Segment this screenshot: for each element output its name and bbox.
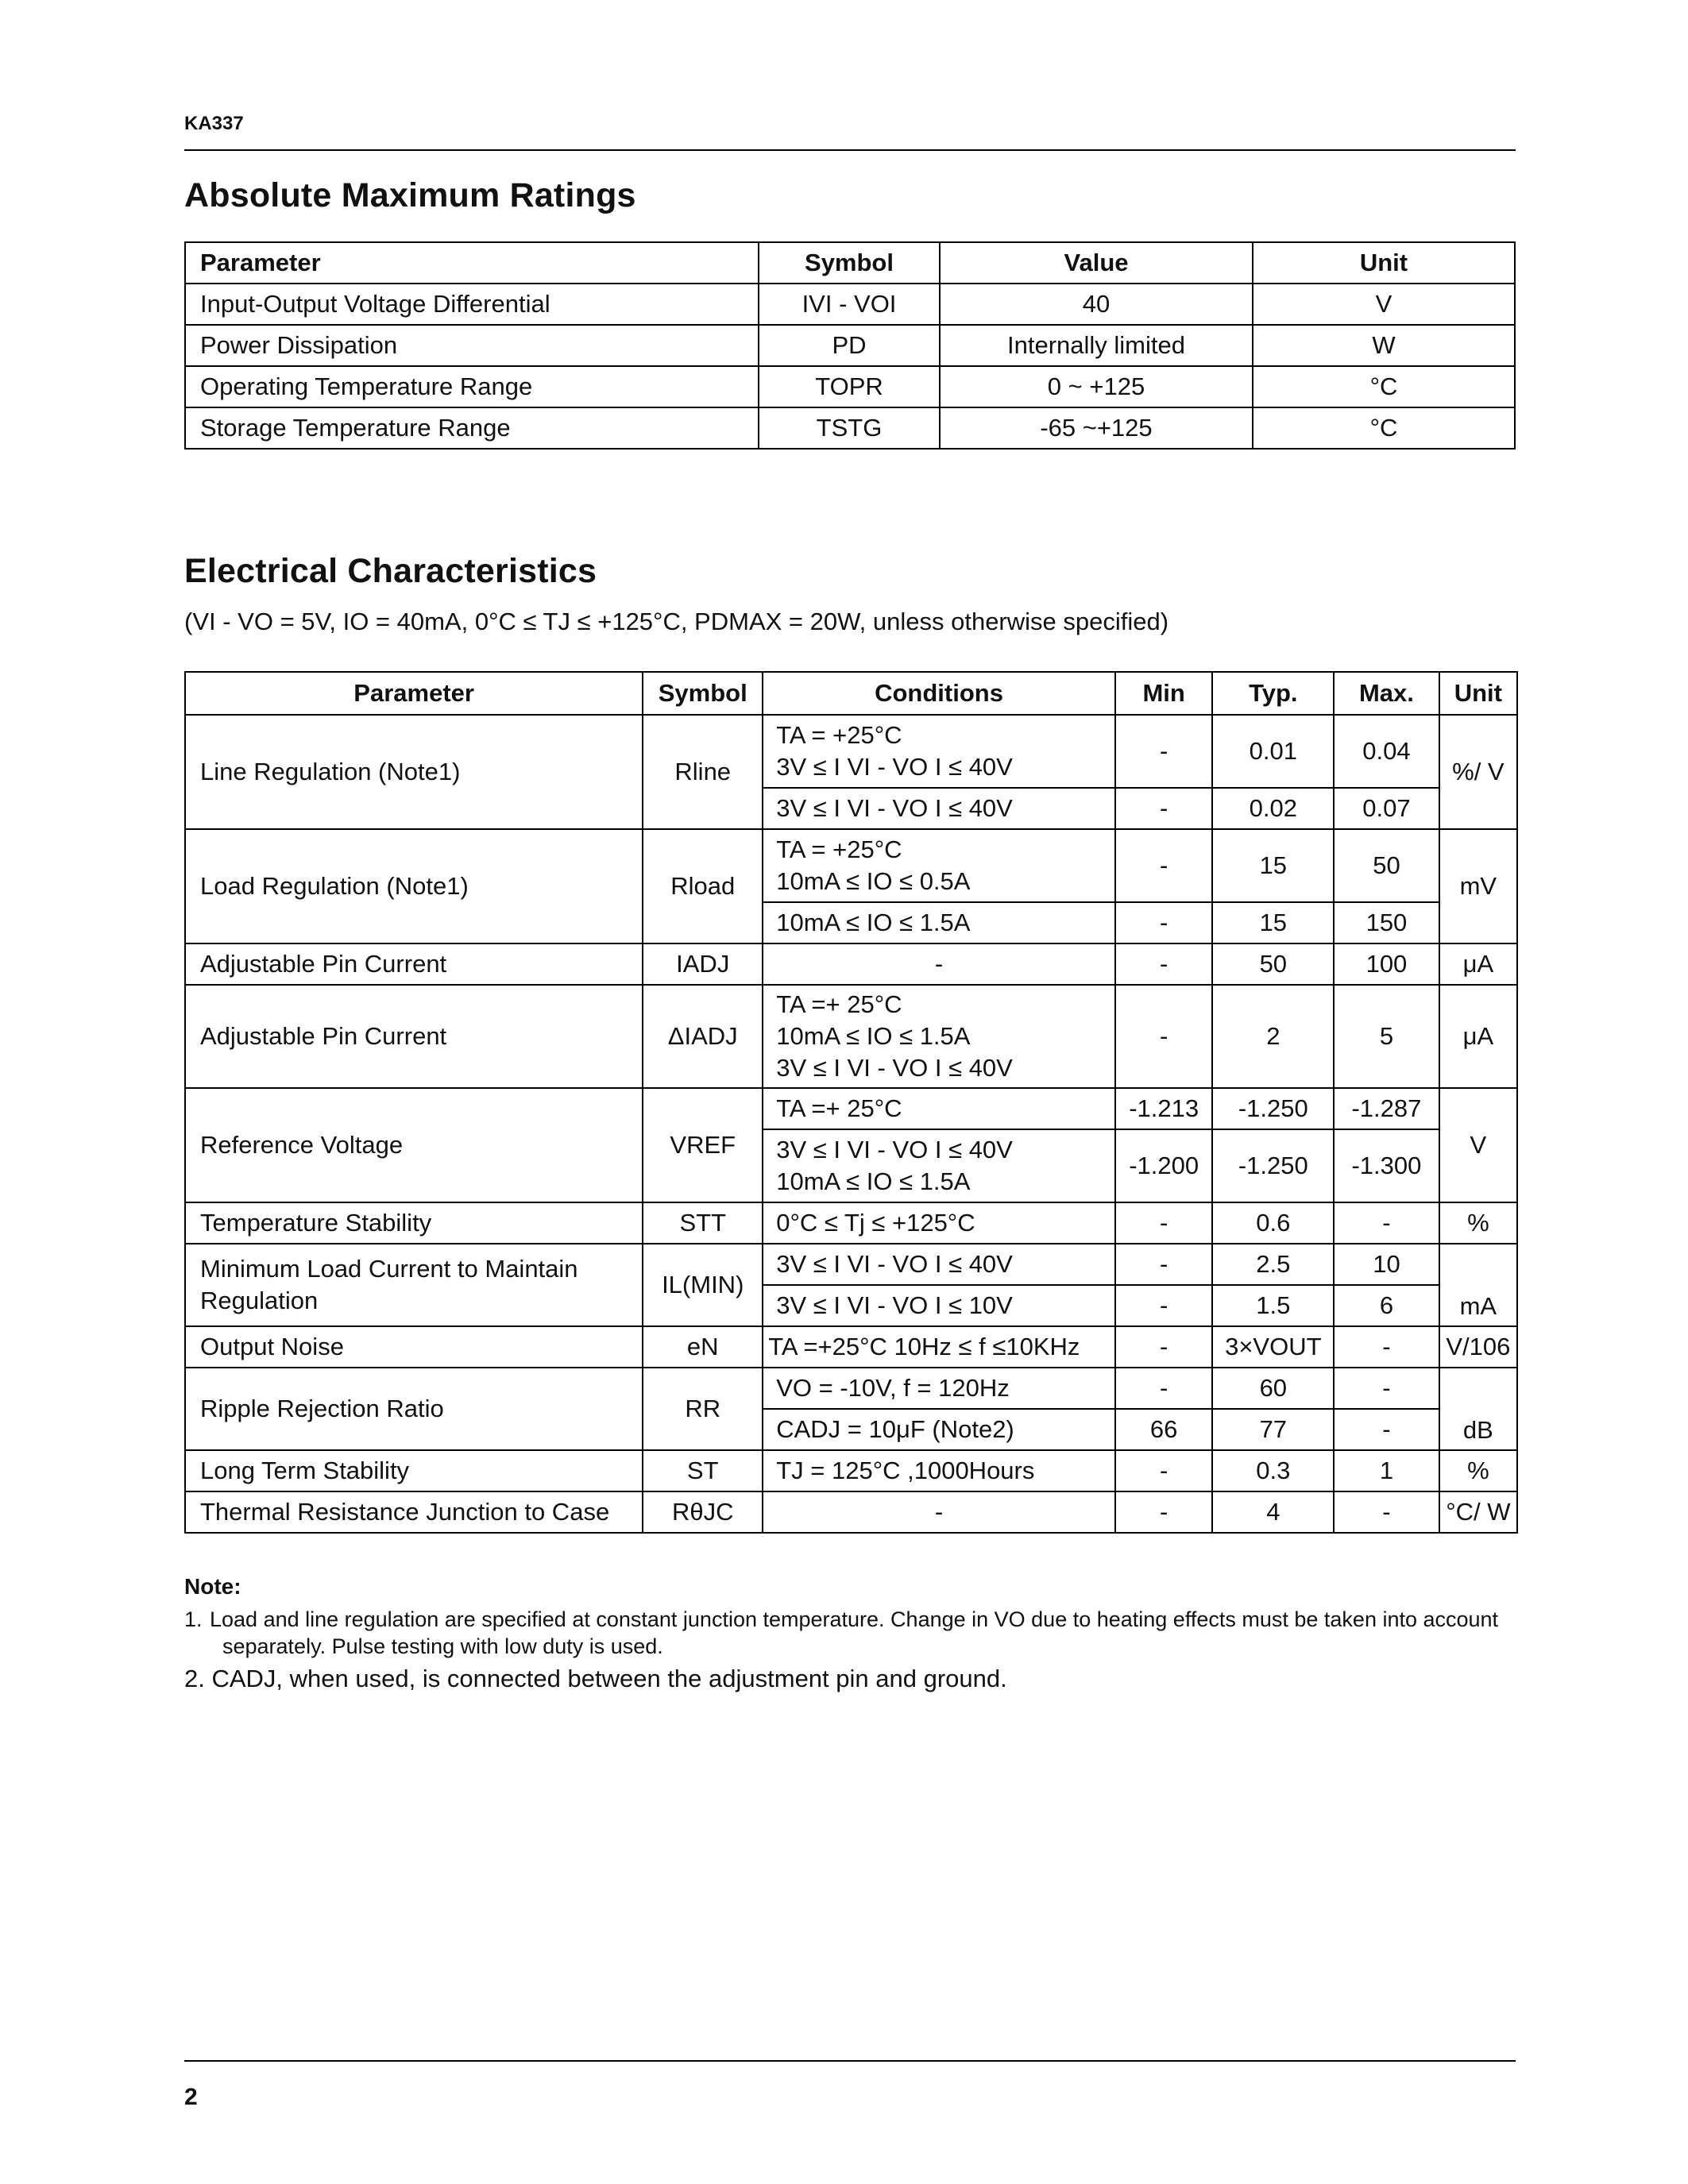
value-cell: 0 ~ +125 [940,366,1253,407]
symbol-cell: Rline [643,715,763,829]
condition-line: 10mA ≤ IO ≤ 0.5A [776,867,971,895]
unit-cell: °C [1253,366,1515,407]
table-header-row [185,242,1515,284]
electrical-char-title: Electrical Characteristics [184,552,597,590]
condition-cell [763,829,1115,902]
table-row [185,1244,1517,1285]
table-row [185,829,1517,902]
param-cell: Line Regulation (Note1) [185,715,643,829]
note-2 [184,1665,1519,1693]
unit-cell: mV [1439,829,1517,943]
abs-max-table [184,241,1516,450]
param-cell: Adjustable Pin Current [185,943,643,985]
condition-line: 10mA ≤ IO ≤ 1.5A [776,1167,971,1195]
param-cell: Adjustable Pin Current [185,985,643,1088]
typ-cell: 77 [1212,1409,1334,1450]
symbol-cell: VREF [643,1088,763,1202]
min-cell: - [1115,943,1213,985]
table-row [185,1491,1517,1533]
symbol-cell: TSTG [759,407,940,449]
max-cell: - [1334,1491,1439,1533]
table-row [185,1368,1517,1409]
note-number: 1. [184,1607,203,1631]
unit-cell: °C/ W [1439,1491,1517,1533]
min-cell: - [1115,788,1213,829]
symbol-cell: TOPR [759,366,940,407]
col-header: Unit [1439,672,1517,715]
footer-rule [184,2060,1516,2062]
note-text: CADJ, when used, is connected between the adjustment pin and ground. [211,1665,1007,1692]
col-header: Conditions [763,672,1115,715]
typ-cell: 2.5 [1212,1244,1334,1285]
min-cell: -1.200 [1115,1129,1213,1202]
param-cell: Storage Temperature Range [185,407,759,449]
table-row [185,715,1517,788]
param-line: Regulation [200,1287,319,1314]
min-cell: -1.213 [1115,1088,1213,1129]
typ-cell: 0.01 [1212,715,1334,788]
min-cell: - [1115,715,1213,788]
condition-cell: - [763,1491,1115,1533]
unit-cell: V/106 [1439,1326,1517,1368]
table-row [185,325,1515,366]
table-row [185,943,1517,985]
electrical-char-table [184,671,1518,1534]
typ-cell: 0.02 [1212,788,1334,829]
table-row [185,366,1515,407]
table-row [185,1326,1517,1368]
condition-line: 3V ≤ I VI - VO I ≤ 40V [776,1136,1013,1163]
min-cell: - [1115,902,1213,943]
typ-cell: 4 [1212,1491,1334,1533]
condition-line: TA =+ 25°C [776,990,902,1018]
unit-cell: V [1253,284,1515,325]
param-cell: Thermal Resistance Junction to Case [185,1491,643,1533]
typ-cell: 50 [1212,943,1334,985]
param-cell: Ripple Rejection Ratio [185,1368,643,1450]
table-row [185,1450,1517,1491]
header-rule [184,149,1516,151]
condition-cell: CADJ = 10μF (Note2) [763,1409,1115,1450]
param-cell [185,1244,643,1326]
unit-cell: μA [1439,943,1517,985]
max-cell: 100 [1334,943,1439,985]
value-cell: 40 [940,284,1253,325]
unit-cell: W [1253,325,1515,366]
electrical-test-conditions: (VI - VO = 5V, IO = 40mA, 0°C ≤ TJ ≤ +125°C, PDMAX = 20W, unless otherwise specified) [184,608,1169,635]
condition-cell: TJ = 125°C ,1000Hours [763,1450,1115,1491]
max-cell: 0.07 [1334,788,1439,829]
condition-line: TA = +25°C [776,835,902,863]
param-cell: Load Regulation (Note1) [185,829,643,943]
condition-cell: 3V ≤ I VI - VO I ≤ 40V [763,788,1115,829]
abs-max-title: Absolute Maximum Ratings [184,176,636,214]
symbol-cell: PD [759,325,940,366]
value-cell: Internally limited [940,325,1253,366]
condition-line: 10mA ≤ IO ≤ 1.5A [776,1022,971,1050]
symbol-cell: ST [643,1450,763,1491]
typ-cell: 3×VOUT [1212,1326,1334,1368]
param-cell: Output Noise [185,1326,643,1368]
table-row [185,284,1515,325]
symbol-cell: STT [643,1202,763,1244]
unit-cell: % [1439,1202,1517,1244]
max-cell: 5 [1334,985,1439,1088]
min-cell: - [1115,1368,1213,1409]
condition-cell [763,985,1115,1088]
value-cell: -65 ~+125 [940,407,1253,449]
param-cell: Operating Temperature Range [185,366,759,407]
min-cell: - [1115,1450,1213,1491]
table-row [185,407,1515,449]
table-row [185,985,1517,1088]
condition-cell: 3V ≤ I VI - VO I ≤ 40V [763,1244,1115,1285]
condition-cell: VO = -10V, f = 120Hz [763,1368,1115,1409]
typ-cell: 15 [1212,829,1334,902]
typ-cell: 0.3 [1212,1450,1334,1491]
max-cell: -1.300 [1334,1129,1439,1202]
unit-cell: °C [1253,407,1515,449]
symbol-cell: IVI - VOI [759,284,940,325]
unit-cell: dB [1439,1368,1517,1450]
condition-cell: TA =+25°C 10Hz ≤ f ≤10KHz [763,1326,1115,1368]
col-header: Symbol [759,242,940,284]
symbol-cell: IL(MIN) [643,1244,763,1326]
typ-cell: 1.5 [1212,1285,1334,1326]
min-cell: - [1115,1202,1213,1244]
unit-cell: μA [1439,985,1517,1088]
col-header: Parameter [185,672,643,715]
condition-cell: 0°C ≤ Tj ≤ +125°C [763,1202,1115,1244]
unit-cell: V [1439,1088,1517,1202]
min-cell: - [1115,985,1213,1088]
max-cell: - [1334,1368,1439,1409]
max-cell: 150 [1334,902,1439,943]
condition-cell: - [763,943,1115,985]
param-cell: Power Dissipation [185,325,759,366]
max-cell: 50 [1334,829,1439,902]
note-1 [184,1606,1519,1660]
condition-line: 3V ≤ I VI - VO I ≤ 40V [776,753,1013,781]
condition-line: 3V ≤ I VI - VO I ≤ 40V [776,1054,1013,1082]
table-row [185,1202,1517,1244]
table-row [185,1088,1517,1129]
max-cell: 6 [1334,1285,1439,1326]
typ-cell: -1.250 [1212,1129,1334,1202]
max-cell: - [1334,1326,1439,1368]
condition-line: TA = +25°C [776,721,902,749]
typ-cell: 60 [1212,1368,1334,1409]
col-header: Unit [1253,242,1515,284]
symbol-cell: RθJC [643,1491,763,1533]
table-header-row [185,672,1517,715]
param-cell: Temperature Stability [185,1202,643,1244]
col-header: Min [1115,672,1213,715]
part-number-header: KA337 [184,113,244,134]
typ-cell: 15 [1212,902,1334,943]
condition-cell: TA =+ 25°C [763,1088,1115,1129]
page-number: 2 [184,2084,198,2110]
min-cell: 66 [1115,1409,1213,1450]
col-header: Symbol [643,672,763,715]
symbol-cell: eN [643,1326,763,1368]
symbol-cell: IADJ [643,943,763,985]
col-header: Max. [1334,672,1439,715]
unit-cell: mA [1439,1244,1517,1326]
max-cell: 0.04 [1334,715,1439,788]
symbol-cell: RR [643,1368,763,1450]
unit-cell: % [1439,1450,1517,1491]
max-cell: 10 [1334,1244,1439,1285]
note-text: Load and line regulation are specified at constant junction temperature. Change in VO due to heating effects must be taken into account separately. Pulse testing with low duty is used. [210,1607,1499,1658]
condition-cell: 10mA ≤ IO ≤ 1.5A [763,902,1115,943]
max-cell: - [1334,1409,1439,1450]
min-cell: - [1115,1326,1213,1368]
min-cell: - [1115,1285,1213,1326]
notes-section [184,1574,1519,1693]
col-header: Typ. [1212,672,1334,715]
notes-title: Note: [184,1574,241,1599]
condition-cell: 3V ≤ I VI - VO I ≤ 10V [763,1285,1115,1326]
typ-cell: -1.250 [1212,1088,1334,1129]
typ-cell: 2 [1212,985,1334,1088]
note-number: 2. [184,1665,205,1692]
condition-cell [763,715,1115,788]
symbol-cell: Rload [643,829,763,943]
min-cell: - [1115,1491,1213,1533]
max-cell: 1 [1334,1450,1439,1491]
typ-cell: 0.6 [1212,1202,1334,1244]
param-cell: Input-Output Voltage Differential [185,284,759,325]
min-cell: - [1115,1244,1213,1285]
max-cell: - [1334,1202,1439,1244]
param-cell: Reference Voltage [185,1088,643,1202]
max-cell: -1.287 [1334,1088,1439,1129]
col-header: Parameter [185,242,759,284]
param-cell: Long Term Stability [185,1450,643,1491]
symbol-cell: ΔIADJ [643,985,763,1088]
unit-cell: %/ V [1439,715,1517,829]
param-line: Minimum Load Current to Maintain [200,1255,578,1283]
min-cell: - [1115,829,1213,902]
col-header: Value [940,242,1253,284]
condition-cell [763,1129,1115,1202]
